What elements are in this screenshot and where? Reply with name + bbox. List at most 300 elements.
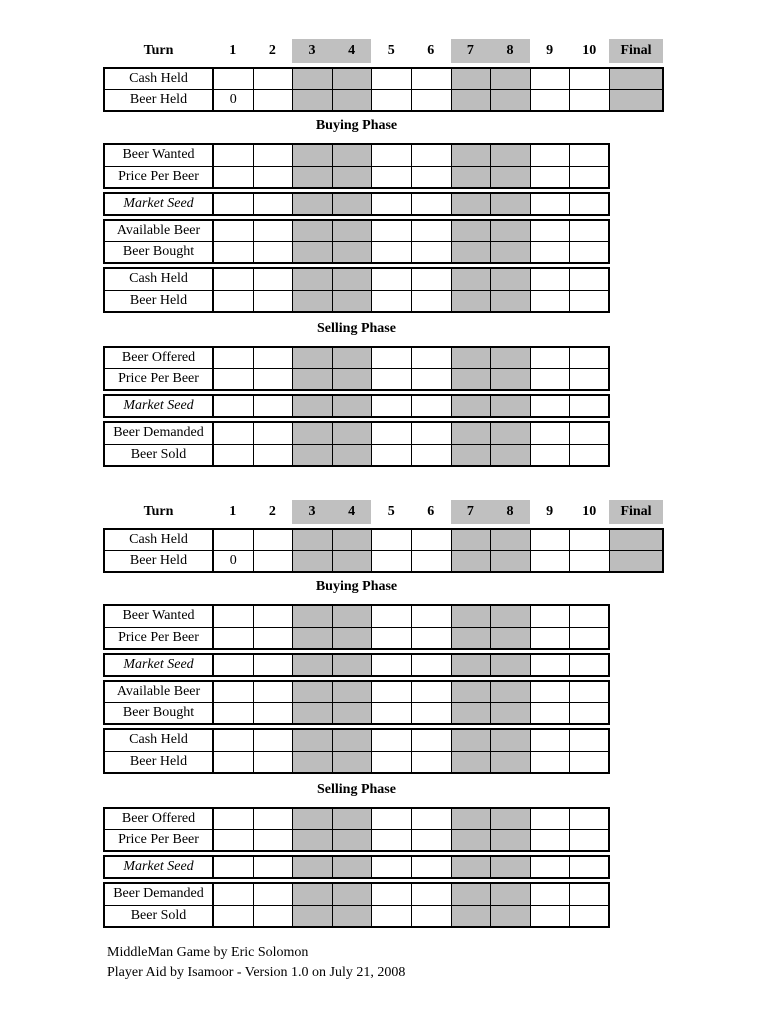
turn-2-cell[interactable] <box>253 808 294 830</box>
turn-5-cell[interactable] <box>371 905 412 927</box>
turn-8-cell[interactable] <box>490 89 531 111</box>
turn-9-cell[interactable] <box>530 681 571 703</box>
turn-4-cell[interactable] <box>332 68 373 90</box>
turn-5-cell[interactable] <box>371 627 412 649</box>
turn-3-cell[interactable] <box>292 368 333 390</box>
turn-6-cell[interactable] <box>411 193 452 215</box>
turn-2-cell[interactable] <box>253 193 294 215</box>
turn-5-cell[interactable] <box>371 422 412 444</box>
turn-8-cell[interactable] <box>490 905 531 927</box>
turn-1-cell[interactable] <box>213 808 254 830</box>
starting-value-cell[interactable] <box>213 529 254 551</box>
turn-9-cell[interactable] <box>530 627 571 649</box>
turn-5-cell[interactable] <box>371 681 412 703</box>
turn-8-cell[interactable] <box>490 193 531 215</box>
turn-2-cell[interactable] <box>253 89 294 111</box>
turn-3-cell[interactable] <box>292 166 333 188</box>
turn-6-cell[interactable] <box>411 395 452 417</box>
turn-2-cell[interactable] <box>253 144 294 166</box>
turn-7-cell[interactable] <box>451 808 492 830</box>
turn-3-cell[interactable] <box>292 422 333 444</box>
turn-5-cell[interactable] <box>371 808 412 830</box>
turn-4-cell[interactable] <box>332 193 373 215</box>
turn-9-cell[interactable] <box>530 550 571 572</box>
turn-7-cell[interactable] <box>451 883 492 905</box>
turn-1-cell[interactable] <box>213 290 254 312</box>
turn-8-cell[interactable] <box>490 751 531 773</box>
turn-8-cell[interactable] <box>490 883 531 905</box>
turn-1-cell[interactable] <box>213 268 254 290</box>
turn-5-cell[interactable] <box>371 654 412 676</box>
turn-9-cell[interactable] <box>530 290 571 312</box>
turn-8-cell[interactable] <box>490 729 531 751</box>
turn-1-cell[interactable] <box>213 883 254 905</box>
turn-4-cell[interactable] <box>332 702 373 724</box>
turn-2-cell[interactable] <box>253 68 294 90</box>
turn-10-cell[interactable] <box>569 550 610 572</box>
turn-2-cell[interactable] <box>253 166 294 188</box>
turn-7-cell[interactable] <box>451 290 492 312</box>
turn-2-cell[interactable] <box>253 241 294 263</box>
turn-7-cell[interactable] <box>451 550 492 572</box>
turn-8-cell[interactable] <box>490 422 531 444</box>
turn-6-cell[interactable] <box>411 241 452 263</box>
turn-9-cell[interactable] <box>530 268 571 290</box>
turn-2-cell[interactable] <box>253 627 294 649</box>
turn-10-cell[interactable] <box>569 89 610 111</box>
turn-9-cell[interactable] <box>530 347 571 369</box>
buying-row-label: Beer Bought <box>104 241 213 263</box>
turn-9-cell[interactable] <box>530 856 571 878</box>
turn-6-cell[interactable] <box>411 220 452 242</box>
turn-8-cell[interactable] <box>490 654 531 676</box>
turn-1-cell[interactable] <box>213 729 254 751</box>
selling-row-label: Beer Sold <box>104 444 213 466</box>
turn-8-cell[interactable] <box>490 681 531 703</box>
turn-6-cell[interactable] <box>411 144 452 166</box>
turn-7-cell[interactable] <box>451 829 492 851</box>
turn-10-cell[interactable] <box>569 268 610 290</box>
turn-5-cell[interactable] <box>371 751 412 773</box>
turn-7-cell[interactable] <box>451 395 492 417</box>
turn-5-cell[interactable] <box>371 166 412 188</box>
turn-6-cell[interactable] <box>411 702 452 724</box>
turn-5-cell[interactable] <box>371 702 412 724</box>
turn-8-cell[interactable] <box>490 395 531 417</box>
turn-6-cell[interactable] <box>411 550 452 572</box>
turn-4-cell[interactable] <box>332 654 373 676</box>
turn-4-cell[interactable] <box>332 529 373 551</box>
buying-phase-title: Buying Phase <box>315 579 398 595</box>
turn-5-cell[interactable] <box>371 268 412 290</box>
turn-3-cell[interactable] <box>292 144 333 166</box>
turn-5-cell[interactable] <box>371 444 412 466</box>
turn-2-cell[interactable] <box>253 368 294 390</box>
turn-9-cell[interactable] <box>530 193 571 215</box>
turn-1-cell[interactable] <box>213 395 254 417</box>
turn-10-cell[interactable] <box>569 444 610 466</box>
turn-9-cell[interactable] <box>530 220 571 242</box>
turn-1-cell[interactable] <box>213 856 254 878</box>
turn-6-cell[interactable] <box>411 444 452 466</box>
turn-6-cell[interactable] <box>411 654 452 676</box>
turn-6-cell[interactable] <box>411 681 452 703</box>
turn-5-cell[interactable] <box>371 193 412 215</box>
turn-7-cell[interactable] <box>451 241 492 263</box>
turn-4-cell[interactable] <box>332 883 373 905</box>
turn-3-cell[interactable] <box>292 395 333 417</box>
turn-10-cell[interactable] <box>569 368 610 390</box>
selling-phase-title: Selling Phase <box>317 781 396 797</box>
turn-7-cell[interactable] <box>451 193 492 215</box>
turn-2-cell[interactable] <box>253 347 294 369</box>
turn-4-cell[interactable] <box>332 808 373 830</box>
starting-value-cell[interactable]: 0 <box>213 550 254 572</box>
turn-2-cell[interactable] <box>253 268 294 290</box>
turn-3-cell[interactable] <box>292 290 333 312</box>
turn-4-cell[interactable] <box>332 241 373 263</box>
turn-8-cell[interactable] <box>490 347 531 369</box>
turn-7-cell[interactable] <box>451 529 492 551</box>
turn-6-cell[interactable] <box>411 290 452 312</box>
turn-6-cell[interactable] <box>411 729 452 751</box>
starting-value-cell[interactable] <box>213 68 254 90</box>
turn-6-cell[interactable] <box>411 166 452 188</box>
turn-9-cell[interactable] <box>530 751 571 773</box>
turn-7-cell[interactable] <box>451 729 492 751</box>
turn-9-cell[interactable] <box>530 89 571 111</box>
turn-3-cell[interactable] <box>292 654 333 676</box>
turn-7-cell[interactable] <box>451 905 492 927</box>
turn-number-header: 6 <box>427 43 435 58</box>
turn-4-cell[interactable] <box>332 166 373 188</box>
turn-6-cell[interactable] <box>411 808 452 830</box>
turn-2-cell[interactable] <box>253 444 294 466</box>
turn-3-cell[interactable] <box>292 220 333 242</box>
turn-9-cell[interactable] <box>530 605 571 627</box>
turn-2-cell[interactable] <box>253 529 294 551</box>
turn-8-cell[interactable] <box>490 829 531 851</box>
turn-3-cell[interactable] <box>292 627 333 649</box>
turn-3-cell[interactable] <box>292 702 333 724</box>
turn-10-cell[interactable] <box>569 627 610 649</box>
turn-8-cell[interactable] <box>490 241 531 263</box>
turn-10-cell[interactable] <box>569 856 610 878</box>
turn-5-cell[interactable] <box>371 856 412 878</box>
turn-10-cell[interactable] <box>569 883 610 905</box>
final-cell[interactable] <box>609 68 663 90</box>
turn-2-cell[interactable] <box>253 550 294 572</box>
turn-2-cell[interactable] <box>253 729 294 751</box>
turn-6-cell[interactable] <box>411 627 452 649</box>
turn-7-cell[interactable] <box>451 681 492 703</box>
turn-6-cell[interactable] <box>411 605 452 627</box>
turn-2-cell[interactable] <box>253 883 294 905</box>
turn-1-cell[interactable] <box>213 144 254 166</box>
turn-10-cell[interactable] <box>569 395 610 417</box>
turn-10-cell[interactable] <box>569 605 610 627</box>
turn-10-cell[interactable] <box>569 681 610 703</box>
turn-5-cell[interactable] <box>371 883 412 905</box>
turn-5-cell[interactable] <box>371 144 412 166</box>
turn-3-cell[interactable] <box>292 856 333 878</box>
turn-6-cell[interactable] <box>411 883 452 905</box>
selling-row-label: Beer Demanded <box>104 883 213 905</box>
turn-10-cell[interactable] <box>569 241 610 263</box>
turn-1-cell[interactable] <box>213 241 254 263</box>
turn-9-cell[interactable] <box>530 529 571 551</box>
turn-6-cell[interactable] <box>411 347 452 369</box>
turn-1-cell[interactable] <box>213 627 254 649</box>
turn-3-cell[interactable] <box>292 241 333 263</box>
turn-header-label: Turn <box>143 504 174 519</box>
turn-2-cell[interactable] <box>253 220 294 242</box>
turn-2-cell[interactable] <box>253 422 294 444</box>
turn-1-cell[interactable] <box>213 422 254 444</box>
turn-1-cell[interactable] <box>213 444 254 466</box>
turn-7-cell[interactable] <box>451 654 492 676</box>
turn-1-cell[interactable] <box>213 347 254 369</box>
turn-6-cell[interactable] <box>411 829 452 851</box>
turn-10-cell[interactable] <box>569 829 610 851</box>
turn-5-cell[interactable] <box>371 68 412 90</box>
buying-row-label: Beer Bought <box>104 702 213 724</box>
turn-9-cell[interactable] <box>530 808 571 830</box>
turn-9-cell[interactable] <box>530 166 571 188</box>
turn-9-cell[interactable] <box>530 395 571 417</box>
turn-9-cell[interactable] <box>530 422 571 444</box>
turn-8-cell[interactable] <box>490 444 531 466</box>
turn-5-cell[interactable] <box>371 729 412 751</box>
turn-10-cell[interactable] <box>569 654 610 676</box>
turn-4-cell[interactable] <box>332 729 373 751</box>
turn-3-cell[interactable] <box>292 729 333 751</box>
turn-5-cell[interactable] <box>371 605 412 627</box>
turn-9-cell[interactable] <box>530 829 571 851</box>
final-cell[interactable] <box>609 89 663 111</box>
turn-10-cell[interactable] <box>569 529 610 551</box>
turn-9-cell[interactable] <box>530 702 571 724</box>
turn-7-cell[interactable] <box>451 144 492 166</box>
turn-4-cell[interactable] <box>332 550 373 572</box>
buying-row-label: Beer Wanted <box>104 605 213 627</box>
turn-4-cell[interactable] <box>332 627 373 649</box>
turn-1-cell[interactable] <box>213 368 254 390</box>
turn-1-cell[interactable] <box>213 220 254 242</box>
turn-7-cell[interactable] <box>451 605 492 627</box>
turn-9-cell[interactable] <box>530 444 571 466</box>
turn-2-cell[interactable] <box>253 702 294 724</box>
turn-4-cell[interactable] <box>332 751 373 773</box>
turn-5-cell[interactable] <box>371 220 412 242</box>
turn-4-cell[interactable] <box>332 681 373 703</box>
turn-8-cell[interactable] <box>490 627 531 649</box>
turn-3-cell[interactable] <box>292 905 333 927</box>
turn-10-cell[interactable] <box>569 193 610 215</box>
turn-2-cell[interactable] <box>253 605 294 627</box>
turn-number-header: 3 <box>292 500 332 524</box>
turn-8-cell[interactable] <box>490 368 531 390</box>
turn-10-cell[interactable] <box>569 905 610 927</box>
turn-2-cell[interactable] <box>253 751 294 773</box>
turn-8-cell[interactable] <box>490 808 531 830</box>
turn-4-cell[interactable] <box>332 290 373 312</box>
turn-10-cell[interactable] <box>569 347 610 369</box>
turn-8-cell[interactable] <box>490 166 531 188</box>
turn-3-cell[interactable] <box>292 808 333 830</box>
turn-3-cell[interactable] <box>292 68 333 90</box>
turn-5-cell[interactable] <box>371 829 412 851</box>
turn-1-cell[interactable] <box>213 166 254 188</box>
turn-8-cell[interactable] <box>490 268 531 290</box>
turn-8-cell[interactable] <box>490 220 531 242</box>
turn-4-cell[interactable] <box>332 268 373 290</box>
turn-6-cell[interactable] <box>411 368 452 390</box>
turn-10-cell[interactable] <box>569 144 610 166</box>
start-row-label: Cash Held <box>104 68 213 90</box>
turn-4-cell[interactable] <box>332 144 373 166</box>
turn-4-cell[interactable] <box>332 905 373 927</box>
turn-1-cell[interactable] <box>213 829 254 851</box>
turn-7-cell[interactable] <box>451 268 492 290</box>
turn-9-cell[interactable] <box>530 68 571 90</box>
start-row-label: Beer Held <box>104 550 213 572</box>
turn-1-cell[interactable] <box>213 193 254 215</box>
turn-1-cell[interactable] <box>213 605 254 627</box>
turn-4-cell[interactable] <box>332 856 373 878</box>
turn-7-cell[interactable] <box>451 751 492 773</box>
turn-3-cell[interactable] <box>292 347 333 369</box>
turn-9-cell[interactable] <box>530 905 571 927</box>
turn-10-cell[interactable] <box>569 68 610 90</box>
turn-4-cell[interactable] <box>332 347 373 369</box>
buying-row-label: Cash Held <box>104 729 213 751</box>
turn-5-cell[interactable] <box>371 395 412 417</box>
turn-10-cell[interactable] <box>569 220 610 242</box>
turn-8-cell[interactable] <box>490 68 531 90</box>
turn-1-cell[interactable] <box>213 702 254 724</box>
final-cell[interactable] <box>609 550 663 572</box>
turn-5-cell[interactable] <box>371 529 412 551</box>
turn-1-cell[interactable] <box>213 905 254 927</box>
turn-4-cell[interactable] <box>332 829 373 851</box>
turn-7-cell[interactable] <box>451 702 492 724</box>
turn-9-cell[interactable] <box>530 883 571 905</box>
turn-7-cell[interactable] <box>451 422 492 444</box>
turn-6-cell[interactable] <box>411 89 452 111</box>
turn-3-cell[interactable] <box>292 751 333 773</box>
turn-10-cell[interactable] <box>569 422 610 444</box>
turn-6-cell[interactable] <box>411 422 452 444</box>
turn-9-cell[interactable] <box>530 654 571 676</box>
turn-1-cell[interactable] <box>213 681 254 703</box>
turn-5-cell[interactable] <box>371 89 412 111</box>
selling-row-label: Beer Sold <box>104 905 213 927</box>
turn-5-cell[interactable] <box>371 347 412 369</box>
turn-1-cell[interactable] <box>213 654 254 676</box>
turn-7-cell[interactable] <box>451 856 492 878</box>
turn-10-cell[interactable] <box>569 729 610 751</box>
turn-7-cell[interactable] <box>451 627 492 649</box>
turn-8-cell[interactable] <box>490 550 531 572</box>
turn-2-cell[interactable] <box>253 829 294 851</box>
turn-9-cell[interactable] <box>530 241 571 263</box>
turn-8-cell[interactable] <box>490 529 531 551</box>
turn-3-cell[interactable] <box>292 193 333 215</box>
turn-2-cell[interactable] <box>253 905 294 927</box>
turn-9-cell[interactable] <box>530 729 571 751</box>
turn-4-cell[interactable] <box>332 605 373 627</box>
turn-9-cell[interactable] <box>530 368 571 390</box>
turn-3-cell[interactable] <box>292 681 333 703</box>
turn-6-cell[interactable] <box>411 751 452 773</box>
turn-8-cell[interactable] <box>490 856 531 878</box>
turn-6-cell[interactable] <box>411 856 452 878</box>
turn-2-cell[interactable] <box>253 681 294 703</box>
turn-1-cell[interactable] <box>213 751 254 773</box>
turn-9-cell[interactable] <box>530 144 571 166</box>
turn-6-cell[interactable] <box>411 268 452 290</box>
turn-4-cell[interactable] <box>332 422 373 444</box>
turn-4-cell[interactable] <box>332 220 373 242</box>
turn-8-cell[interactable] <box>490 605 531 627</box>
turn-3-cell[interactable] <box>292 268 333 290</box>
final-cell[interactable] <box>609 529 663 551</box>
turn-3-cell[interactable] <box>292 529 333 551</box>
turn-5-cell[interactable] <box>371 241 412 263</box>
turn-8-cell[interactable] <box>490 290 531 312</box>
turn-7-cell[interactable] <box>451 444 492 466</box>
turn-4-cell[interactable] <box>332 89 373 111</box>
turn-3-cell[interactable] <box>292 89 333 111</box>
turn-10-cell[interactable] <box>569 290 610 312</box>
turn-3-cell[interactable] <box>292 883 333 905</box>
turn-7-cell[interactable] <box>451 68 492 90</box>
turn-7-cell[interactable] <box>451 347 492 369</box>
turn-7-cell[interactable] <box>451 89 492 111</box>
turn-7-cell[interactable] <box>451 220 492 242</box>
turn-7-cell[interactable] <box>451 166 492 188</box>
turn-8-cell[interactable] <box>490 144 531 166</box>
turn-4-cell[interactable] <box>332 395 373 417</box>
buying-row-label: Beer Wanted <box>104 144 213 166</box>
turn-number-header: 10 <box>582 43 597 58</box>
turn-2-cell[interactable] <box>253 856 294 878</box>
turn-5-cell[interactable] <box>371 368 412 390</box>
turn-5-cell[interactable] <box>371 550 412 572</box>
turn-5-cell[interactable] <box>371 290 412 312</box>
turn-3-cell[interactable] <box>292 550 333 572</box>
turn-10-cell[interactable] <box>569 702 610 724</box>
turn-2-cell[interactable] <box>253 290 294 312</box>
turn-6-cell[interactable] <box>411 68 452 90</box>
turn-2-cell[interactable] <box>253 654 294 676</box>
turn-8-cell[interactable] <box>490 702 531 724</box>
turn-3-cell[interactable] <box>292 605 333 627</box>
starting-value-cell[interactable]: 0 <box>213 89 254 111</box>
turn-4-cell[interactable] <box>332 368 373 390</box>
turn-6-cell[interactable] <box>411 529 452 551</box>
turn-3-cell[interactable] <box>292 829 333 851</box>
turn-10-cell[interactable] <box>569 166 610 188</box>
turn-6-cell[interactable] <box>411 905 452 927</box>
turn-4-cell[interactable] <box>332 444 373 466</box>
turn-10-cell[interactable] <box>569 751 610 773</box>
turn-10-cell[interactable] <box>569 808 610 830</box>
turn-2-cell[interactable] <box>253 395 294 417</box>
turn-7-cell[interactable] <box>451 368 492 390</box>
turn-3-cell[interactable] <box>292 444 333 466</box>
